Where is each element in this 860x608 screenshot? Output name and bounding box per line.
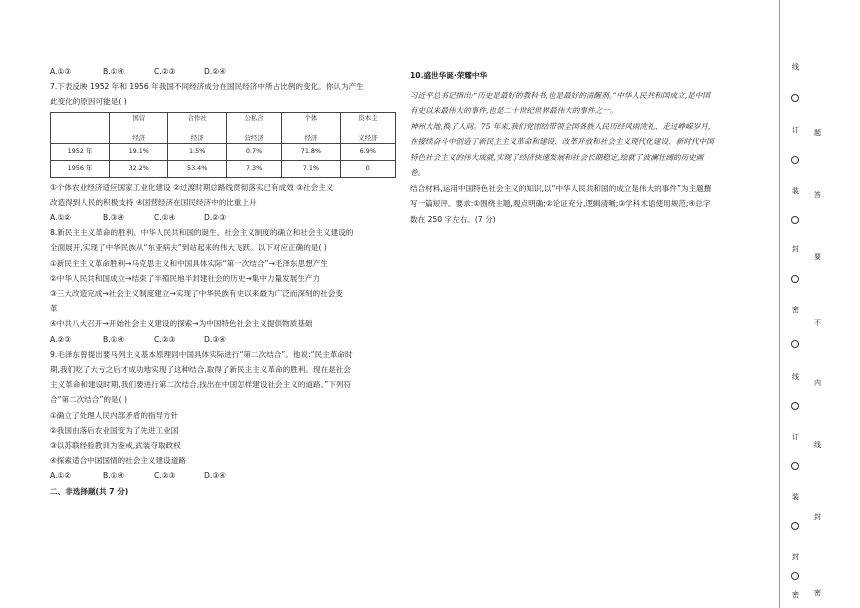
q9-line: 9.毛泽东曾提出要马列主义基本原理同中国具体实际进行“第二次结合”。他说:“民主革命时 <box>50 349 353 359</box>
table-header-cell: 资本主 义经济 <box>340 112 395 143</box>
table-cell: 1952 年 <box>51 143 110 160</box>
table-header-cell: 个体 经济 <box>282 112 340 143</box>
q9-line: ①确立了处理人民内部矛盾的指导方针 <box>50 410 179 420</box>
option: C.②③ <box>154 471 176 481</box>
table-cell: 71.8% <box>282 143 340 160</box>
table-header-cell: 公私合 营经济 <box>226 112 281 143</box>
q8-options <box>50 332 400 347</box>
binding-hole-icon <box>791 94 799 102</box>
section-heading: 二、非选择题(共 7 分) <box>50 486 129 496</box>
left-column <box>50 64 400 499</box>
table-header-cell <box>51 112 110 143</box>
table-header-cell: 合作社 经济 <box>168 112 226 143</box>
option: B.①④ <box>103 334 125 344</box>
table-header-cell: 国营 经济 <box>110 112 168 143</box>
margin-char: 装 <box>792 187 799 195</box>
option: D.③④ <box>204 334 226 344</box>
table-cell: 7.3% <box>226 160 281 177</box>
binding-hole-icon <box>791 156 799 164</box>
margin-char: 订 <box>792 126 799 134</box>
margin-char: 密 <box>792 591 799 599</box>
margin-char: 要 <box>814 253 821 261</box>
q9-options <box>50 468 400 483</box>
option: C.②③ <box>154 334 176 344</box>
table-row <box>51 143 396 160</box>
table-cell: 6.9% <box>340 143 395 160</box>
option: C.②③ <box>154 67 176 76</box>
margin-char: 密 <box>792 306 799 314</box>
margin-char: 线 <box>814 441 821 449</box>
margin-char: 线 <box>792 63 799 71</box>
q8-line: ①新民主主义革命胜利→马克思主义和中国具体实际“第一次结合”→毛泽东思想产生 <box>50 258 328 268</box>
table-cell: 1.5% <box>168 143 226 160</box>
q10-quote-line: 在接续奋斗中创造了新民主主义革命和建设、改革开放和社会主义现代化建设、新时代中国 <box>410 137 714 146</box>
q10-task-line: 数在 250 字左右。(7 分) <box>410 214 496 224</box>
economy-table <box>50 112 396 178</box>
q6-options <box>50 64 400 79</box>
binding-hole-icon <box>791 275 799 283</box>
q7-stem: 此变化的原因可能是( ) <box>50 97 127 107</box>
q10-quote-line: 习近平总书记指出:“历史是最好的教科书,也是最好的清醒剂。”中华人民共和国成立,是中国 <box>410 90 710 100</box>
table-cell: 19.1% <box>110 143 168 160</box>
option: A.②③ <box>50 334 72 344</box>
q10-quote-line: 特色社会主义的伟大成就,实现了经济快速发展和社会长期稳定,绘就了波澜壮阔的历史画 <box>410 152 704 162</box>
margin-char: 封 <box>814 513 821 521</box>
table-row <box>51 160 396 177</box>
q8-line: 革 <box>50 304 58 314</box>
q10-task-line: 结合材料,运用中国特色社会主义的知识,以“中华人民共和国的成立是伟大的事件”为主题撰 <box>410 183 712 193</box>
option: C.①④ <box>154 213 176 223</box>
binding-hole-icon <box>791 402 799 410</box>
margin-char: 密 <box>814 589 821 597</box>
table-cell: 0 <box>340 160 395 177</box>
q7-statement: ①个体农业经济适应国家工业化建设 ②过渡时期总路线贯彻落实已有成效 ③社会主义 <box>50 182 334 192</box>
table-cell: 53.4% <box>168 160 226 177</box>
q10-task-line: 写一篇短评。要求:①围绕主题,观点明确;②论证充分,逻辑清晰;③学科术语使用规范;④总字 <box>410 199 711 208</box>
margin-char: 不 <box>814 319 821 327</box>
q7-statement: 改造得到人民的积极支持 ④国营经济在国民经济中的比重上升 <box>50 197 257 207</box>
q10-quote-line: 卷。 <box>410 168 426 177</box>
table-cell: 32.2% <box>110 160 168 177</box>
q9-line: 合“第二次结合”的是( ) <box>50 395 127 405</box>
binding-line <box>779 0 780 608</box>
q10-title: 10.盛世华诞·荣耀中华 <box>410 71 488 80</box>
q9-line: 期,我们吃了大亏之后才成功地实现了这种结合,取得了新民主主义革命的胜利。现在是社会 <box>50 365 351 375</box>
margin-char: 线 <box>792 373 799 381</box>
q7-stem: 7.下表反映 1952 年和 1956 年我国不同经济成分在国民经济中所占比例的变化。你认为产生 <box>50 82 364 92</box>
option: B.①④ <box>103 67 125 76</box>
option: D.②③ <box>204 213 226 223</box>
binding-hole-icon <box>791 340 799 348</box>
binding-hole-icon <box>791 462 799 470</box>
margin-char: 订 <box>792 433 799 441</box>
margin-char: 内 <box>814 379 821 387</box>
option: B.①④ <box>103 471 125 481</box>
q9-line: ④探索适合中国国情的社会主义建设道路 <box>50 456 186 466</box>
table-header-row <box>51 112 396 143</box>
table-cell: 0.7% <box>226 143 281 160</box>
option: B.③④ <box>103 213 125 223</box>
option: D.②④ <box>204 67 226 76</box>
margin-char: 装 <box>792 493 799 501</box>
q10-quote-line: 有史以来最伟大的事件,也是二十世纪世界最伟大的事件之一。 <box>410 106 618 115</box>
margin-char: 题 <box>814 129 821 137</box>
option: D.③④ <box>204 471 226 481</box>
binding-hole-icon <box>791 522 799 530</box>
option: A.①② <box>50 213 72 223</box>
option: A.①② <box>50 471 72 481</box>
margin-char: 封 <box>792 245 799 253</box>
right-column <box>410 68 782 227</box>
q9-line: ③以苏联经验教训为鉴戒,武装夺取政权 <box>50 441 181 451</box>
margin-char: 封 <box>792 553 799 561</box>
option: A.①③ <box>50 67 72 76</box>
q8-line: ②中华人民共和国成立→结束了半殖民地半封建社会的历史→集中力量发展生产力 <box>50 273 321 283</box>
q8-line: 全面展开,实现了中华民族从“东亚病夫”到站起来的伟大飞跃。以下对应正确的是( ) <box>50 243 327 253</box>
q9-line: ②我国由落后农业国变为了先进工业国 <box>50 425 179 435</box>
q10-quote-line: 神州大地,换了人间。75 年来,我们党团结带领全国各族人民历经风雨洗礼、走过峥嵘岁月, <box>410 121 711 131</box>
margin-char: 答 <box>814 191 821 199</box>
binding-margin <box>786 0 860 608</box>
q7-options <box>50 210 400 225</box>
q8-line: ③三大改造完成→社会主义制度建立→实现了中华民族有史以来最为广泛而深刻的社会变 <box>50 289 343 299</box>
binding-hole-icon <box>791 572 799 580</box>
q8-line: ④中共八大召开→开始社会主义建设的探索→为中国特色社会主义提供物质基础 <box>50 319 313 329</box>
binding-hole-icon <box>791 216 799 224</box>
table-cell: 1956 年 <box>51 160 110 177</box>
q8-line: 8.新民主主义革命的胜利、中华人民共和国的诞生、社会主义制度的确立和社会主义建设的 <box>50 228 354 238</box>
table-cell: 7.1% <box>282 160 340 177</box>
q9-line: 主义革命和建设时期,我们要进行第二次结合,找出在中国怎样建设社会主义的道路。”下列符 <box>50 380 352 390</box>
